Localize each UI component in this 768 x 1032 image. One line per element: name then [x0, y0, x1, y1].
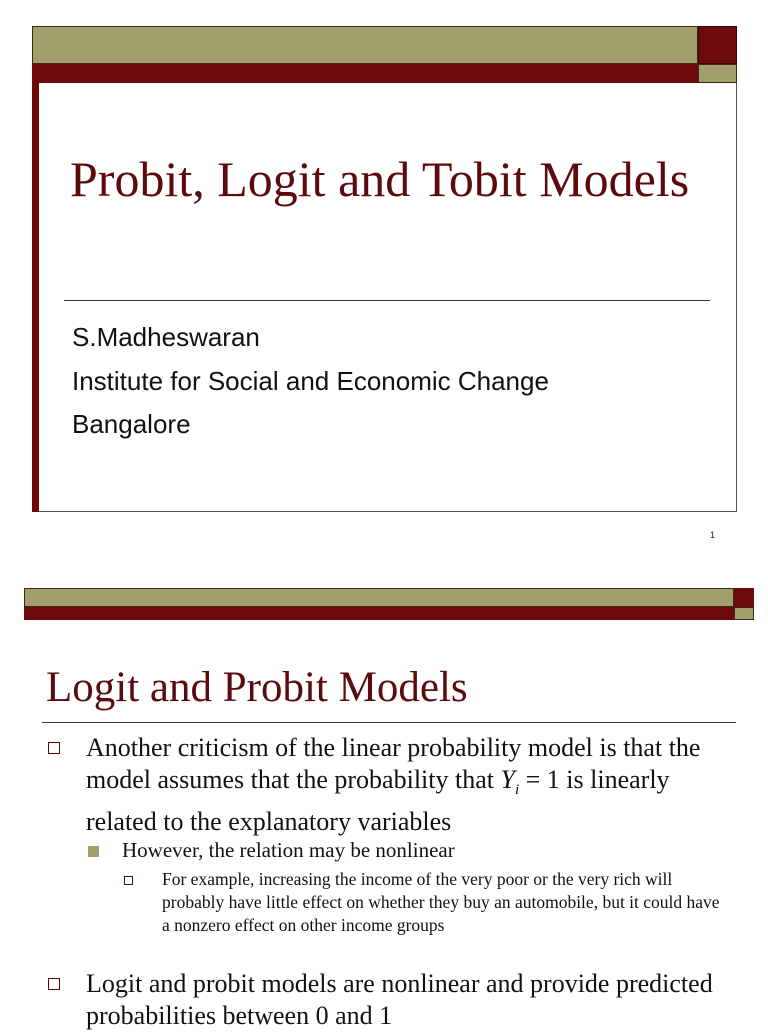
- bullet-item: Logit and probit models are nonlinear and provide predicted probabilities between 0 and 1: [86, 969, 713, 1030]
- slide2-header-olive-bar: [24, 588, 734, 607]
- bullet-text: Another criticism of the linear probability model is that the model assumes that the probability that: [86, 733, 701, 794]
- slide-frame: [39, 83, 737, 512]
- slide2-title-divider: [42, 722, 736, 723]
- author-name: S.Madheswaran: [72, 322, 260, 352]
- slide2-header-maroon-square: [734, 588, 754, 607]
- bullet-text-continued: = 1 is linearly related to the explanatory variables: [86, 765, 670, 837]
- sub-bullet-item: However, the relation may be nonlinear: [122, 838, 455, 862]
- sub-sub-bullet-item: For example, increasing the income of the very poor or the very rich will probably have little effect on whether they buy an automobile, but it could have a nonzero effect on other income groups: [162, 869, 720, 935]
- page-number: 1: [710, 530, 716, 540]
- header-olive-bar: [32, 26, 698, 64]
- left-maroon-bar: [32, 83, 39, 512]
- header-olive-square: [698, 64, 737, 83]
- title-divider: [64, 300, 710, 301]
- slide2-header-maroon-bar: [24, 607, 734, 620]
- city-name: Bangalore: [72, 409, 191, 439]
- header-maroon-bar: [32, 64, 698, 83]
- hollow-square-bullet-icon: [48, 742, 60, 754]
- bullet-item: [86, 732, 726, 838]
- variable-y: Y: [500, 765, 515, 794]
- institution-name: Institute for Social and Economic Change: [72, 366, 549, 396]
- header-maroon-square: [698, 26, 737, 64]
- variable-subscript: i: [514, 782, 520, 799]
- filled-square-bullet-icon: [88, 846, 99, 857]
- title-slide: [32, 26, 737, 512]
- small-hollow-square-bullet-icon: [124, 876, 133, 885]
- slide2-title: Logit and Probit Models: [46, 664, 468, 711]
- hollow-square-bullet-icon: [48, 978, 60, 990]
- slide2-header-olive-square: [734, 607, 754, 620]
- slide-title: Probit, Logit and Tobit Models: [70, 151, 690, 207]
